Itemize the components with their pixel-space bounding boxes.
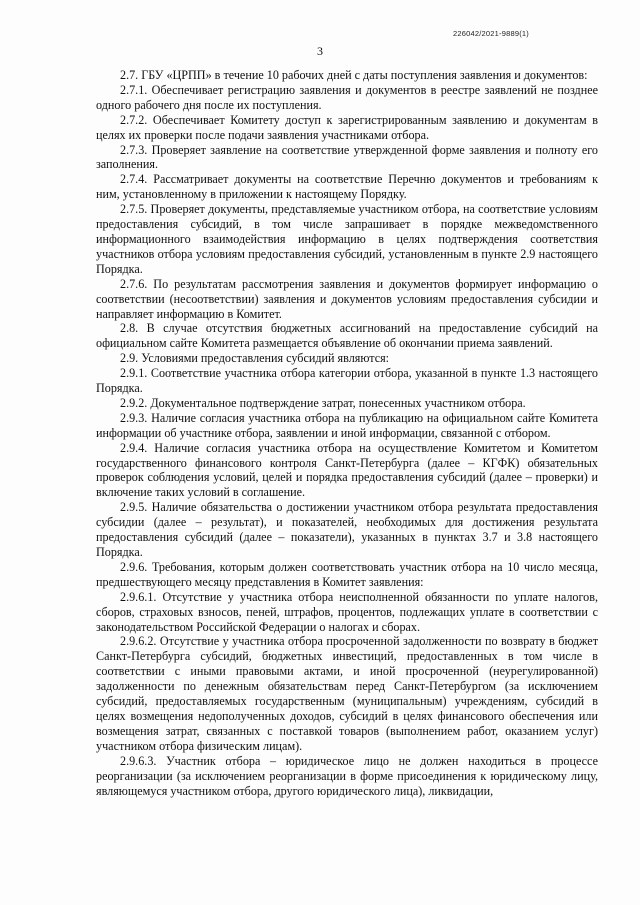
paragraph-2-8: 2.8. В случае отсутствия бюджетных ассигнований на предоставление субсидий на официальном сайте Комитета размещается объявление об окончании приема заявлений. [96, 321, 598, 351]
document-body [96, 68, 598, 798]
paragraph-2-9-6: 2.9.6. Требования, которым должен соответствовать участник отбора на 10 число месяца, предшествующего месяцу представления в Комитет заявления: [96, 559, 598, 589]
paragraph-2-9-6-1: 2.9.6.1. Отсутствие у участника отбора неисполненной обязанности по уплате налогов, сборов, страховых взносов, пеней, штрафов, процентов, подлежащих уплате в соответствии с законодательством Российской Федерации о налогах и сборах. [96, 589, 598, 634]
paragraph-2-9-5: 2.9.5. Наличие обязательства о достижении участником отбора результата предоставления субсидии (далее – результат), и показателей, необходимых для достижения результата предоставления субсидий (далее – показатели), указанных в пунктах 3.7 и 3.8 настоящего Порядка. [96, 500, 598, 559]
paragraph-2-7-4: 2.7.4. Рассматривает документы на соответствие Перечню документов и требованиям к ним, установленному в приложении к настоящему Порядку. [96, 172, 598, 202]
paragraph-2-7-1: 2.7.1. Обеспечивает регистрацию заявления и документов в реестре заявлений не позднее одного рабочего дня после их поступления. [96, 82, 598, 112]
paragraph-2-9-6-2: 2.9.6.2. Отсутствие у участника отбора просроченной задолженности по возврату в бюджет Санкт-Петербурга субсидий, бюджетных инвестиций, предоставленных в том числе в соответствии с иными правовыми актами, и иной просроченной (неурегулированной) задолженности по денежным обязательствам перед Санкт-Петербургом (за исключением субсидий, предоставляемых государственным (муниципальным) учреждениям, субсидий в целях возмещения недополученных доходов, субсидий в целях финансового обеспечения или возмещения затрат, связанных с поставкой товаров (выполнением работ, оказанием услуг) участником отбора физическим лицам). [96, 634, 598, 753]
paragraph-2-7: 2.7. ГБУ «ЦРПП» в течение 10 рабочих дней с даты поступления заявления и документов: [120, 68, 588, 82]
paragraph-2-9-3: 2.9.3. Наличие согласия участника отбора на публикацию на официальном сайте Комитета информации об участнике отбора, заявлении и иной информации, связанной с отбором. [96, 410, 598, 440]
paragraph-2-7-6: 2.7.6. По результатам рассмотрения заявления и документов формирует информацию о соответствии (несоответствии) заявления и документов условиям предоставления субсидии и направляет информацию в Комитет. [96, 276, 598, 321]
paragraph-2-7-2: 2.7.2. Обеспечивает Комитету доступ к зарегистрированным заявлению и документам в целях их проверки после подачи заявления участниками отбора. [96, 112, 598, 142]
paragraph-2-9-6-3: 2.9.6.3. Участник отбора – юридическое лицо не должен находиться в процессе реорганизации (за исключением реорганизации в форме присоединения к юридическому лицу, являющемуся участником отбора, другого юридического лица), ликвидации, [96, 753, 598, 798]
paragraph-2-9-4: 2.9.4. Наличие согласия участника отбора на осуществление Комитетом и Комитетом государственного финансового контроля Санкт-Петербурга (далее – КГФК) обязательных проверок соблюдения условий, целей и порядка предоставления субсидий (далее – проверки) и включение таких условий в соглашение. [96, 440, 598, 500]
document-registration-number: 226042/2021-9889(1) [453, 29, 529, 38]
paragraph-2-9-2: 2.9.2. Документальное подтверждение затрат, понесенных участником отбора. [120, 395, 526, 410]
paragraph-2-7-3: 2.7.3. Проверяет заявление на соответствие утвержденной форме заявления и полноту его заполнения. [96, 142, 598, 172]
paragraph-2-7-5: 2.7.5. Проверяет документы, представляемые участником отбора, на соответствие условиям предоставления субсидий, в том числе запрашивает в порядке межведомственного информационного взаимодействия информацию в целях подтверждения соответствия участников отбора условиям предоставления субсидий, установленным в пункте 2.9 настоящего Порядка. [96, 202, 598, 276]
paragraph-2-9: 2.9. Условиями предоставления субсидий являются: [120, 351, 390, 366]
page-number: 3 [317, 44, 323, 58]
paragraph-2-9-1: 2.9.1. Соответствие участника отбора категории отбора, указанной в пункте 1.3 настоящего Порядка. [96, 366, 598, 396]
